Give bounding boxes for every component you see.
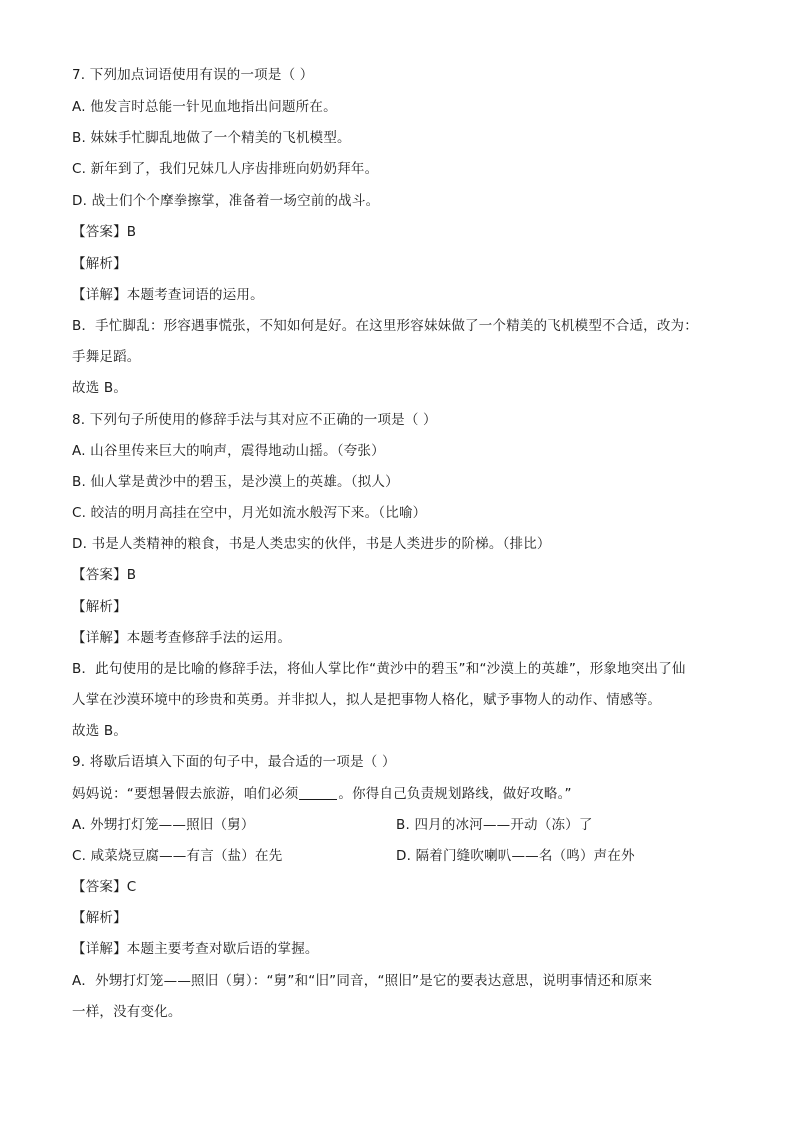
- q7-analysis-label: 【解析】: [72, 256, 127, 272]
- q9-sentence: [72, 783, 572, 805]
- q9-options-row-2: [72, 845, 282, 867]
- q8-answer: 【答案】B: [72, 567, 137, 583]
- q9-option-d: D. 隔着门缝吹喇叭——名（鸣）声在外: [396, 848, 635, 864]
- q8-detail: 【详解】本题考查修辞手法的运用。: [72, 630, 292, 646]
- q7-option-a: A. 他发言时总能一针见血地指出问题所在。: [72, 99, 337, 115]
- q8-explain-line-1: B．此句使用的是比喻的修辞手法，将仙人掌比作“黄沙中的碧玉”和“沙漠上的英雄”，形象地突出了仙: [72, 661, 686, 677]
- q7-answer: 【答案】B: [72, 224, 137, 240]
- q7-option-d: D. 战士们个个摩拳擦掌，准备着一场空前的战斗。: [72, 193, 380, 209]
- q9-explain-line-1: A．外甥打灯笼——照旧（舅）：“舅”和“旧”同音，“照旧”是它的要表达意思，说明事情还和原来: [72, 973, 653, 989]
- q9-explain-line-2: 一样，没有变化。: [72, 1004, 182, 1020]
- q8-option-d: D. 书是人类精神的粮食，书是人类忠实的伙伴，书是人类进步的阶梯。（排比）: [72, 536, 551, 552]
- q7-option-b: B. 妹妹手忙脚乱地做了一个精美的飞机模型。: [72, 130, 351, 146]
- q9-option-a: A. 外甥打灯笼——照旧（舅）: [72, 817, 255, 833]
- q9-sentence-after: 。你得自己负责规划路线，做好攻略。”: [338, 786, 572, 802]
- q9-sentence-before: 妈妈说：“要想暑假去旅游，咱们必须: [72, 786, 299, 802]
- q8-option-c: C. 皎洁的明月高挂在空中，月光如流水般泻下来。（比喻）: [72, 505, 427, 521]
- q9-option-b: B. 四月的冰河——开动（冻）了: [396, 817, 593, 833]
- q7-stem: 7. 下列加点词语使用有误的一项是（ ）: [72, 67, 314, 83]
- q7-explain-line-1: B．手忙脚乱：形容遇事慌张，不知如何是好。在这里形容妹妹做了一个精美的飞机模型不合适，改为：: [72, 318, 698, 334]
- q8-stem: 8. 下列句子所使用的修辞手法与其对应不正确的一项是（ ）: [72, 412, 437, 428]
- q9-analysis-label: 【解析】: [72, 910, 127, 926]
- fill-in-blank: [299, 785, 337, 800]
- q9-option-c: C. 咸菜烧豆腐——有言（盐）在先: [72, 848, 283, 864]
- q7-conclusion: 故选 B。: [72, 380, 128, 396]
- q8-explain-line-2: 人掌在沙漠环境中的珍贵和英勇。并非拟人，拟人是把事物人格化，赋予事物人的动作、情感等。: [72, 692, 662, 708]
- q8-analysis-label: 【解析】: [72, 599, 127, 615]
- q9-options-row-1: [72, 814, 255, 836]
- q8-conclusion: 故选 B。: [72, 723, 128, 739]
- q7-detail: 【详解】本题考查词语的运用。: [72, 287, 264, 303]
- q7-option-c: C. 新年到了，我们兄妹几人序齿排班向奶奶拜年。: [72, 161, 379, 177]
- q9-answer: 【答案】C: [72, 879, 137, 895]
- q8-option-a: A. 山谷里传来巨大的响声，震得地动山摇。（夸张）: [72, 443, 385, 459]
- q7-explain-line-2: 手舞足蹈。: [72, 349, 141, 365]
- q9-detail: 【详解】本题主要考查对歇后语的掌握。: [72, 941, 319, 957]
- q8-option-b: B. 仙人掌是黄沙中的碧玉，是沙漠上的英雄。（拟人）: [72, 474, 399, 490]
- q9-stem: 9. 将歇后语填入下面的句子中，最合适的一项是（ ）: [72, 754, 396, 770]
